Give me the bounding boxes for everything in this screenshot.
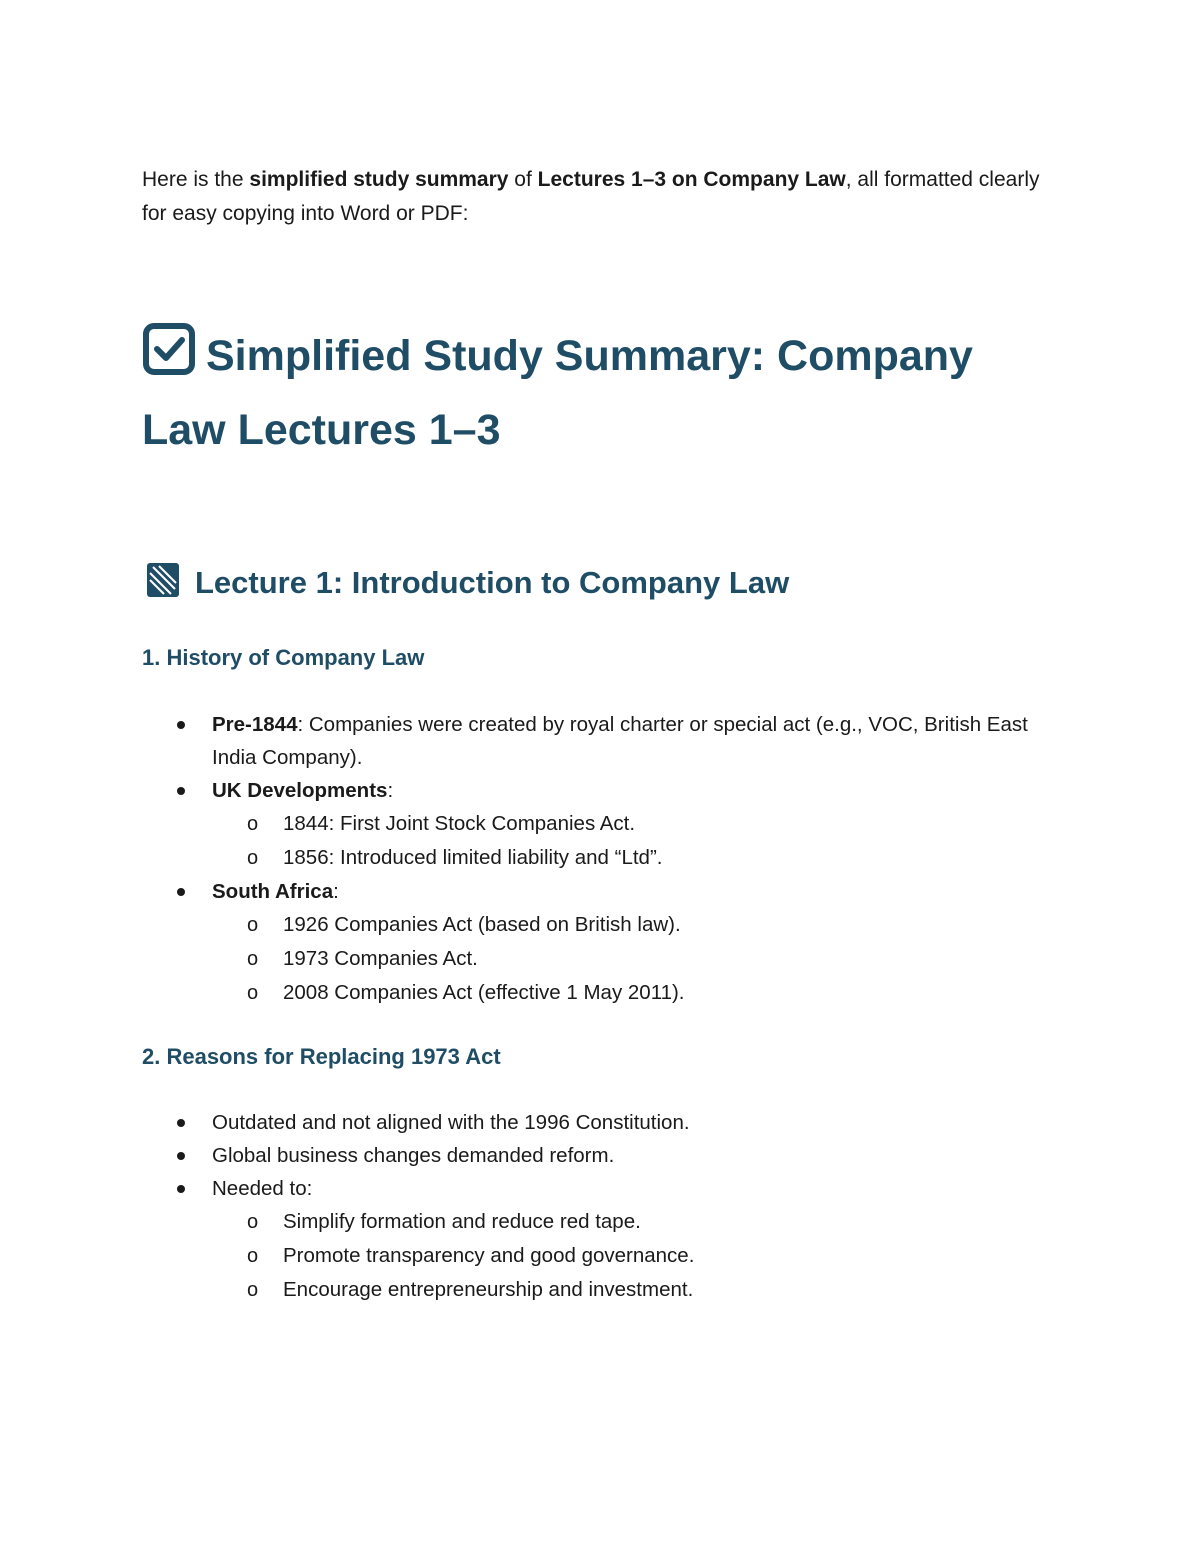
intro-bold-lectures: Lectures 1–3 on Company Law — [537, 168, 846, 191]
item-text: Needed to: — [212, 1177, 313, 1200]
list-item — [142, 1239, 1042, 1273]
reasons-list — [142, 1106, 1042, 1307]
lecture-1-heading-text: Lecture 1: Introduction to Company Law — [195, 565, 790, 600]
item-text: Simplify formation and reduce red tape. — [283, 1210, 641, 1233]
circle-bullet-icon: o — [247, 1279, 259, 1301]
item-text: Promote transparency and good governance. — [283, 1244, 695, 1267]
item-text: 1973 Companies Act. — [283, 947, 478, 970]
list-item — [142, 908, 1042, 942]
intro-bold-summary: simplified study summary — [249, 168, 509, 191]
bullet-icon — [177, 1152, 185, 1160]
list-item — [142, 942, 1042, 976]
list-item — [142, 1106, 1042, 1139]
list-item — [142, 807, 1042, 841]
intro-text: Here is the — [142, 168, 250, 191]
list-item — [142, 1139, 1042, 1172]
page-title — [142, 322, 1062, 464]
item-text: Encourage entrepreneurship and investment. — [283, 1278, 694, 1301]
item-text: : — [333, 880, 339, 903]
circle-bullet-icon: o — [247, 1245, 259, 1267]
list-item — [142, 976, 1042, 1010]
item-text: 2008 Companies Act (effective 1 May 2011). — [283, 981, 685, 1004]
list-item — [142, 1205, 1042, 1239]
bullet-icon — [177, 787, 185, 795]
intro-text: , all formatted clearly for easy copying into Word or PDF: — [142, 168, 1040, 225]
history-list — [142, 708, 1042, 1010]
section-1-heading: 1. History of Company Law — [142, 645, 425, 670]
item-label: South Africa — [212, 880, 334, 903]
section-2-heading: 2. Reasons for Replacing 1973 Act — [142, 1044, 501, 1069]
list-item — [142, 841, 1042, 875]
item-text: : Companies were created by royal charter or special act (e.g., VOC, British East India Company). — [212, 713, 1028, 769]
list-item — [142, 875, 1042, 908]
bullet-icon — [177, 888, 185, 896]
page-title-text: Simplified Study Summary: Company Law Lectures 1–3 — [142, 332, 973, 454]
circle-bullet-icon: o — [247, 914, 259, 936]
list-item — [142, 774, 1042, 807]
bullet-icon — [177, 721, 185, 729]
bullet-icon — [177, 1185, 185, 1193]
list-item — [142, 1273, 1042, 1307]
list-item — [142, 1172, 1042, 1205]
circle-bullet-icon: o — [247, 982, 259, 1004]
item-text: : — [387, 779, 394, 802]
item-label: Pre-1844 — [212, 713, 298, 736]
lecture-1-heading — [145, 560, 789, 612]
circle-bullet-icon: o — [247, 948, 259, 970]
item-text: 1926 Companies Act (based on British law). — [283, 913, 681, 936]
circle-bullet-icon: o — [247, 1211, 259, 1233]
document-icon — [145, 561, 181, 612]
intro-text: of — [508, 168, 538, 191]
item-text: Outdated and not aligned with the 1996 Constitution. — [212, 1111, 690, 1134]
circle-bullet-icon: o — [247, 847, 259, 869]
bullet-icon — [177, 1119, 185, 1127]
list-item — [142, 708, 1042, 774]
intro-paragraph — [142, 163, 1062, 231]
item-label: UK Developments — [212, 779, 388, 802]
item-text: 1856: Introduced limited liability and “Ltd”. — [283, 846, 663, 869]
item-text: Global business changes demanded reform. — [212, 1144, 615, 1167]
circle-bullet-icon: o — [247, 813, 259, 835]
check-box-icon — [142, 322, 196, 396]
item-text: 1844: First Joint Stock Companies Act. — [283, 812, 636, 835]
